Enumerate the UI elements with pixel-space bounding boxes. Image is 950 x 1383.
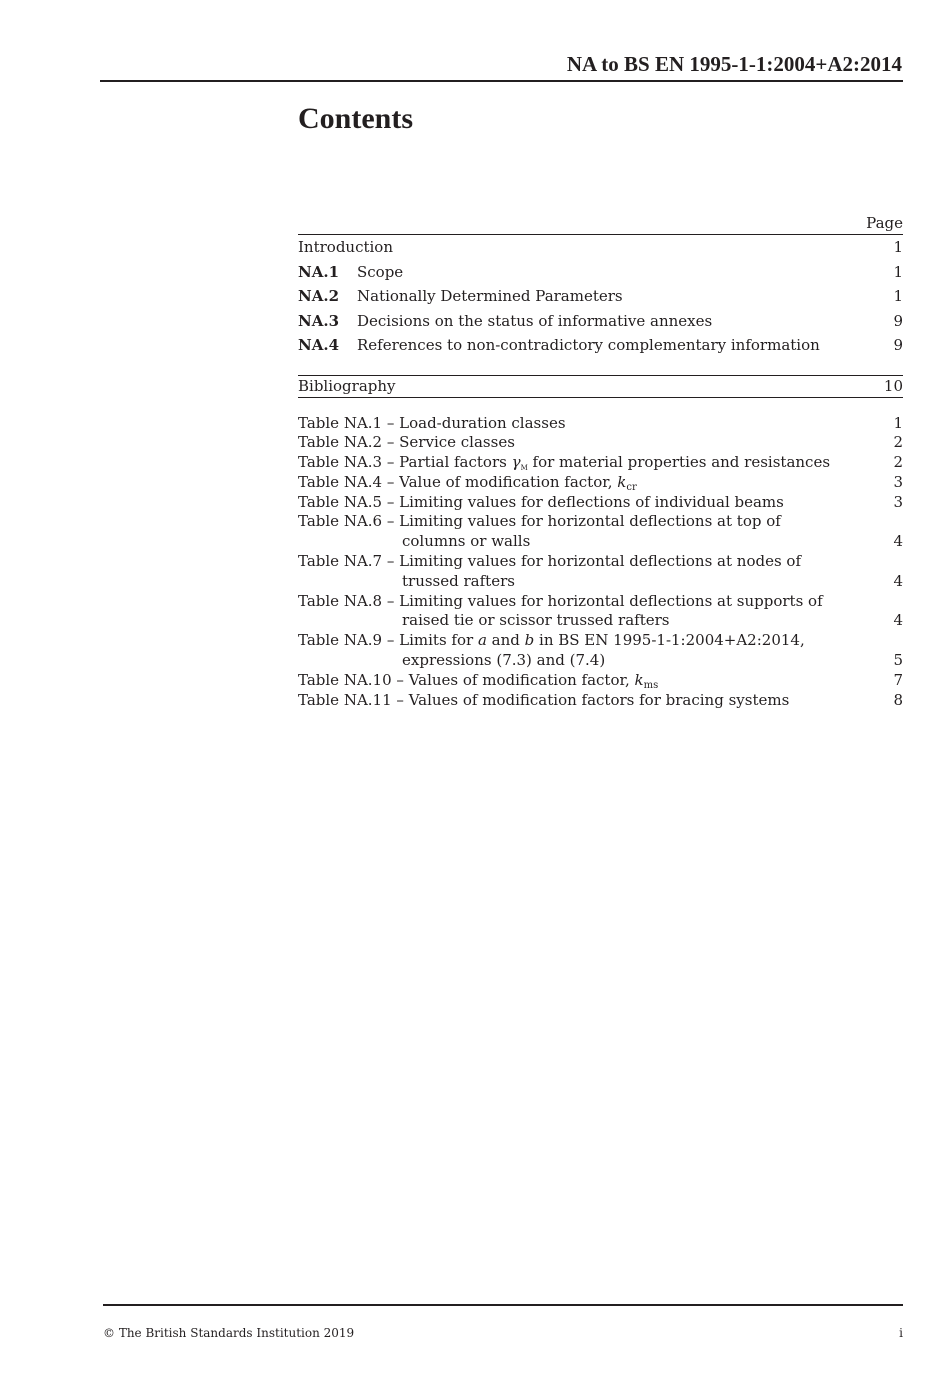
table-number: Table NA.9 – <box>298 631 400 650</box>
table-title: Service classes <box>399 433 515 452</box>
table-title: Values of modification factor, <box>408 670 635 689</box>
section-title: Scope <box>357 262 404 281</box>
table-title-continued: for material properties and resistances <box>527 453 831 472</box>
table-number: Table NA.8 – <box>298 591 400 610</box>
toc-entry-section[interactable] <box>298 260 903 285</box>
section-number: NA.3 <box>298 311 340 330</box>
section-title: Nationally Determined Parameters <box>357 287 623 305</box>
table-number: Table NA.1 – <box>298 413 400 432</box>
table-number: Table NA.6 – <box>298 512 400 531</box>
toc-entry-page: 4 <box>893 571 903 590</box>
table-title: Values of modification factors for bracing systems <box>408 690 790 709</box>
toc-entry-page: 8 <box>893 690 903 709</box>
toc-entry-table[interactable] <box>298 453 903 473</box>
toc-entry-section[interactable] <box>298 333 903 358</box>
toc-entry-page: 1 <box>893 238 903 256</box>
toc-entry-page: 4 <box>893 611 903 630</box>
toc-entry-section[interactable] <box>298 309 903 334</box>
toc-entry-table[interactable] <box>298 512 903 552</box>
symbol-subscript: ms <box>643 679 659 691</box>
symbol-gamma: γ <box>511 453 521 472</box>
table-number: Table NA.3 – <box>298 453 400 472</box>
header-rule <box>100 80 903 82</box>
table-number: Table NA.2 – <box>298 433 400 452</box>
toc-entry-page: 3 <box>893 472 903 491</box>
table-number: Table NA.11 – <box>298 690 409 709</box>
toc-entry-label: Bibliography <box>298 376 396 395</box>
symbol-k: k <box>634 670 644 689</box>
symbol-b: b <box>524 631 535 650</box>
toc-entry-page: 7 <box>893 670 903 689</box>
table-of-contents <box>298 212 903 710</box>
toc-entry-table[interactable] <box>298 552 903 592</box>
table-title-continued: trussed rafters <box>402 571 515 590</box>
page-column-label: Page <box>866 214 903 232</box>
symbol-subscript: cr <box>626 481 637 493</box>
toc-entry-page: 9 <box>893 311 903 330</box>
bibliography-bottom-rule <box>298 397 903 398</box>
table-title-and: and <box>486 631 525 650</box>
toc-entry-table[interactable] <box>298 671 903 691</box>
table-title-continued: expressions (7.3) and (7.4) <box>402 651 606 670</box>
toc-entry-table[interactable] <box>298 631 903 671</box>
table-title: Value of modification factor, <box>399 472 618 491</box>
symbol-a: a <box>477 631 487 650</box>
toc-entry-table[interactable] <box>298 493 903 513</box>
table-number: Table NA.10 – <box>298 670 409 689</box>
toc-entry-table[interactable] <box>298 433 903 453</box>
table-number: Table NA.7 – <box>298 552 400 571</box>
toc-entry-label: Introduction <box>298 238 393 256</box>
toc-entry-page: 1 <box>893 413 903 432</box>
toc-entry-page: 9 <box>893 336 903 354</box>
toc-entry-section[interactable] <box>298 284 903 309</box>
section-number: NA.2 <box>298 287 340 305</box>
toc-entry-bibliography[interactable] <box>298 376 903 397</box>
toc-entry-page: 1 <box>893 287 903 305</box>
running-header: NA to BS EN 1995-1-1:2004+A2:2014 <box>566 52 902 76</box>
section-title: Decisions on the status of informative annexes <box>357 311 713 330</box>
symbol-subscript: M <box>520 464 528 473</box>
toc-entry-introduction[interactable] <box>298 235 903 260</box>
table-title: Limiting values for horizontal deflections at supports of <box>399 591 823 610</box>
copyright-notice: © The British Standards Institution 2019 <box>103 1326 355 1340</box>
table-title: Limiting values for deflections of individual beams <box>399 492 784 511</box>
table-title-tail: in BS EN 1995-1-1:2004+A2:2014, <box>534 631 805 650</box>
toc-entry-page: 2 <box>893 433 903 452</box>
toc-entry-page: 10 <box>883 376 903 395</box>
toc-entry-table[interactable] <box>298 414 903 434</box>
toc-entry-page: 4 <box>893 532 903 551</box>
toc-entry-table[interactable] <box>298 592 903 632</box>
table-number: Table NA.5 – <box>298 492 400 511</box>
table-title: Limiting values for horizontal deflections at nodes of <box>399 552 802 571</box>
list-of-tables <box>298 414 903 711</box>
toc-entry-page: 3 <box>893 492 903 511</box>
page-number: i <box>899 1326 903 1340</box>
table-title: Partial factors <box>399 453 512 472</box>
toc-entry-page: 2 <box>893 453 903 472</box>
symbol-k: k <box>617 472 627 491</box>
section-number: NA.4 <box>298 336 340 354</box>
page-title: Contents <box>298 102 414 135</box>
table-number: Table NA.4 – <box>298 472 400 491</box>
table-title-continued: columns or walls <box>402 532 531 551</box>
toc-entry-table[interactable] <box>298 691 903 711</box>
toc-entry-page: 5 <box>893 651 903 670</box>
table-title: Limits for <box>399 631 478 650</box>
toc-entry-page: 1 <box>893 262 903 281</box>
table-title: Limiting values for horizontal deflections at top of <box>399 512 781 531</box>
footer-rule <box>103 1304 903 1306</box>
toc-entry-table[interactable] <box>298 473 903 493</box>
section-title: References to non-contradictory complementary information <box>357 336 820 354</box>
section-number: NA.1 <box>298 262 340 281</box>
table-title: Load-duration classes <box>399 413 566 432</box>
table-title-continued: raised tie or scissor trussed rafters <box>402 611 670 630</box>
